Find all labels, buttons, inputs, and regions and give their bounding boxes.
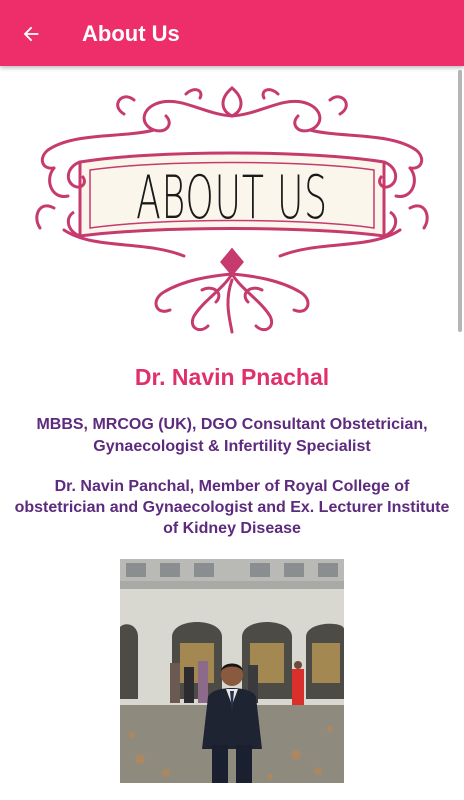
app-bar <box>0 0 464 66</box>
back-button[interactable] <box>10 13 52 55</box>
doctor-name: Dr. Navin Pnachal <box>134 364 330 390</box>
doctor-bio: Dr. Navin Panchal, Member of Royal College of obstetrician and Gynaecologist and Ex. Lecturer Institute of Kidney Disease <box>14 478 450 537</box>
doctor-photo <box>120 559 344 783</box>
about-us-banner-image <box>34 80 430 338</box>
banner-text: ABOUT US <box>136 162 328 233</box>
arrow-back-icon <box>20 23 42 45</box>
scrollbar[interactable] <box>458 70 462 332</box>
page-title: About Us <box>82 21 180 46</box>
doctor-qualifications: MBBS, MRCOG (UK), DGO Consultant Obstetrician, Gynaecologist & Infertility Specialist <box>36 416 428 455</box>
